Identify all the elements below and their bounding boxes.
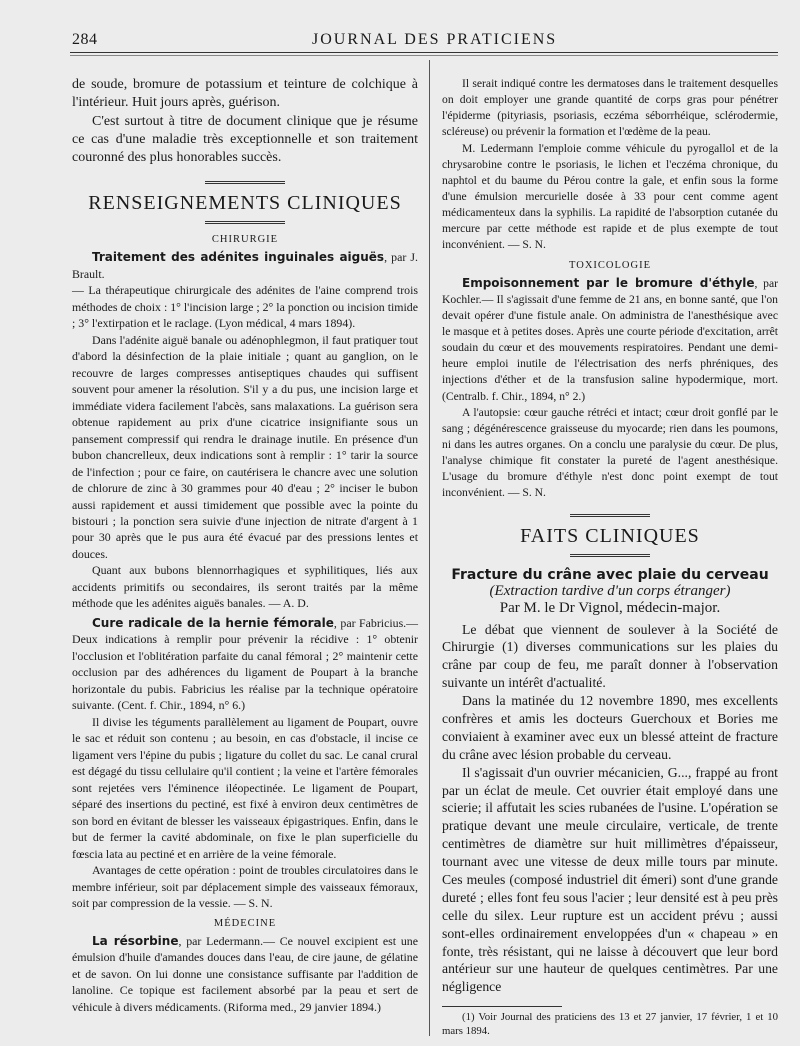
intro-paragraph-1: de soude, bromure de potassium et teinture de colchique à l'intérieur. Huit jours après, guérison.	[72, 77, 418, 111]
fracture-paragraph-2: Dans la matinée du 12 novembre 1890, mes excellents confrères et amis les docteurs Guerchoux et Bories me conviaient à examiner avec eux un blessé atteint de fracture du crâne avec lésion probable du cerveau.	[442, 693, 778, 762]
page-number: 284	[72, 31, 98, 48]
footnote: (1) Voir Journal des praticiens des 13 et 27 janvier, 17 février, 1 et 10 mars 1894.	[442, 1011, 778, 1038]
subsection-label-chirurgie: CHIRURGIE	[211, 234, 279, 246]
fracture-subtitle: (Extraction tardive d'un corps étranger)	[489, 582, 731, 599]
fracture-author: Par M. le Dr Vignol, médecin-major.	[499, 599, 721, 616]
article-author-resorbine: , par Ledermann.	[178, 933, 264, 948]
heading-rule-bottom	[570, 554, 650, 557]
article-author-adenites: , par J. Brault.	[72, 250, 418, 281]
resorbine-paragraph-3: M. Ledermann l'emploie comme véhicule du pyrogallol et de la chrysarobine contre le psoriasis, le lichen et l'eczéma chronique, du naphtol et du baume du Pérou contre la gale, et enfin sous la forme d'une émulsion mercurielle dosée à 33 pour cent comme agent médicamenteux dans la syphilis. La rapidité de l'absorption cutanée du mercure par cette méthode est rapide et de plus exempte de tout inconvénient. — S. N.	[442, 141, 778, 252]
heading-rule-bottom	[205, 221, 285, 224]
article-title-adenites: Traitement des adénites inguinales aiguës	[92, 250, 385, 265]
journal-title: JOURNAL DES PRATICIENS	[312, 31, 558, 48]
hernie-paragraph-3: Avantages de cette opération : point de troubles circulatoires dans le membre inférieur, soit par déplacement simple des vaisseaux fémoraux, soit par compression de la vessie. — S. N.	[72, 863, 418, 911]
hernie-paragraph-2: Il divise les téguments parallèlement au ligament de Poupart, ouvre le sac et réduit son contenu ; au besoin, en cas d'obstacle, il incise ce ligament vers l'épine du pubis ; ligature du collet du sac. Le canal crural est dégagé du tissu cellulaire qu'il contient ; la veine et l'artère fémorales sont rejetées vers l'éminence iléopectinée. Le ligament de Poupart, séparé des insertions du pectiné, est fixé à environ deux centimètres de son bord en évitant de blesser les vaisseaux épigastriques. Enfin, dans le but de fermer la cavité abdominale, on fixe le plan superficielle du fœscia lata au pectiné et en arrière de la veine fémorale.	[72, 714, 418, 861]
section-heading-renseignements	[72, 181, 418, 224]
article-hernie-lead	[72, 615, 418, 714]
hernie-paragraph-1: —Deux indications à remplir pour prévenir la récidive : 1° obtenir l'occlusion et l'oblitération parfaite du canal fémoral ; 2° maintenir cette occlusion par des adhérences du ligament de Poupart à la branche horizontale du pubis. Fabricius les réalise par la technique opératoire suivante. (Cent. f. Chir., 1894, n° 6.)	[72, 615, 419, 713]
adenites-paragraph-3: Quant aux bubons blennorrhagiques et syphilitiques, liés aux accidents primitifs ou secondaires, ils seront traités par la même méthode que les adénites aiguës banales. — A. D.	[72, 563, 418, 611]
heading-rule-top	[205, 181, 285, 184]
subsection-label-toxicologie: TOXICOLOGIE	[569, 259, 651, 271]
right-column	[442, 76, 778, 1039]
faits-title: FAITS CLINIQUES	[520, 524, 700, 547]
left-column	[72, 76, 418, 1015]
article-empois-lead	[442, 275, 778, 405]
empoisonnement-paragraph-1: — Il s'agissait d'une femme de 21 ans, en bonne santé, que l'on devait opérer d'une fistule anale. On administra de l'anesthésique avec le masque et à petites doses. Après une courte période d'excitation, arrêt soudain du cœur et des mouvements respiratoires. Pendant une demi-heure emploi inutile de l'électrisation des nerfs phréniques, des injections d'éther et de la transfusion saline hypodermique, mort. (Centralb. f. Chir., 1894, n° 2.)	[442, 292, 778, 403]
article-adenites-lead	[72, 249, 418, 282]
intro-paragraph-2: C'est surtout à titre de document clinique que je résume ce cas d'une maladie très exceptionnelle et son traitement couronné des plus honorables succès.	[72, 113, 418, 165]
empoisonnement-paragraph-2: A l'autopsie: cœur gauche rétréci et intact; cœur droit gonflé par le sang ; dégénérescence graisseuse du myocarde; rien dans les poumons, ni dans les autres organes. On a conclu une paralysie du cœur. De plus, l'analyse chimique fit constater la pureté de l'agent anesthésique. L'usage du bromure d'éthyle n'est donc point exempt de tout inconvénient. — S. N.	[442, 405, 778, 500]
section-title: RENSEIGNEMENTS CLINIQUES	[88, 192, 402, 215]
article-title-hernie: Cure radicale de la hernie fémorale	[92, 615, 334, 630]
header-rule	[70, 52, 778, 53]
header-rule-secondary	[70, 55, 778, 56]
adenites-paragraph-1: — La thérapeutique chirurgicale des adénites de l'aine comprend trois méthodes de choix : 1° l'incision large ; 2° la ponction ou incision timide ; 3° l'extirpation et le raclage. (Lyon médical, 4 mars 1894).	[72, 283, 418, 331]
fracture-paragraph-3: Il s'agissait d'un ouvrier mécanicien, G..., frappé au front par un éclat de meule. Cet ouvrier était employé dans une scierie; il affutait les scies rubanées de l'usine. L'opération se pratique devant une meule circulaire, verticale, de trente centimètres de diamètre sur huit millimètres d'épaisseur, tournant avec une vitesse de deux mille tours par minute. Ces meules (composé industriel dit émeri) sont d'une grande dureté ; elles font feu sous l'acier ; leur densité est à peu près celle du silex. Leur rupture est un accident prévu ; aussi sont-elles ordinairement enveloppées d'un « chapeau » en fonte, très résistant, qui ne laisse à découvert que leur bord antérieur sur une hauteur de quelques centimètres. Par une négligence	[442, 764, 778, 995]
article-resorbine-lead	[72, 933, 418, 1015]
column-divider	[429, 60, 430, 1036]
article-author-empoisonnement: , par Kochler.	[442, 276, 778, 306]
resorbine-paragraph-1: — Ce nouvel excipient est une émulsion d'huile d'amandes douces dans l'eau, de cire jaune, de gélatine et de savon. On lui donne une consistance suffisante par l'addition de lanoline. Ce topique est facilement absorbé par la peau et sert de véhicule à divers médicaments. (Riforma med., 29 janvier 1894.)	[72, 933, 418, 1014]
resorbine-paragraph-2: Il serait indiqué contre les dermatoses dans le traitement desquelles on doit employer une grande quantité de corps gras pour pénétrer l'épiderme (pityriasis, psoriasis, eczéma séborrhéique, sclérodermie, scléreuse) ou prévenir la formation et l'œdème de la peau.	[442, 77, 778, 139]
article-title-resorbine: La résorbine	[92, 933, 179, 948]
adenites-paragraph-2: Dans l'adénite aiguë banale ou adénophlegmon, il faut pratiquer tout d'abord la désinfection de la plaie initiale ; quant au ganglion, on le recouvre de larges compresses antiseptiques chaudes qui suffisent souvent pour amener la résolution. S'il y a du pus, une incision large et immédiate videra facilement l'abcès, sans malaxations. La guérison sera obtenue rapidement au prix d'une cicatrice insignifiante sous un pansement compressif qui rendra le drainage inutile. En présence d'un bubon chancrelleux, deux indications sont à remplir : 1° tarir la source de l'infection ; pour ce faire, on cautérisera le chancre avec une solution de chlorure de zinc à 30 grammes pour 40 d'eau ; 2° inciser le bubon aussi rapidement et aussi timidement que possible avec la pointe du bistouri ; la ponction sera suivie d'une injection de nitrate d'argent à 1 pour 30 après que le pus aura été évacué par des pressions lentes et douces.	[72, 332, 418, 561]
section-heading-faits	[442, 514, 778, 557]
heading-rule-top	[570, 514, 650, 517]
fracture-paragraph-1: Le débat que viennent de soulever à la Société de Chirurgie (1) diverses communications sur les plaies du crâne par coup de feu, me paraît donner à l'observation suivante un intérêt d'actualité.	[442, 621, 778, 691]
subsection-label-medecine: MÉDECINE	[213, 917, 277, 929]
fracture-title: Fracture du crâne avec plaie du cerveau	[451, 566, 769, 583]
article-author-hernie: , par Fabricius.	[333, 615, 407, 630]
footnote-rule	[442, 1006, 562, 1007]
article-title-empoisonnement: Empoisonnement par le bromure d'éthyle	[462, 275, 755, 290]
